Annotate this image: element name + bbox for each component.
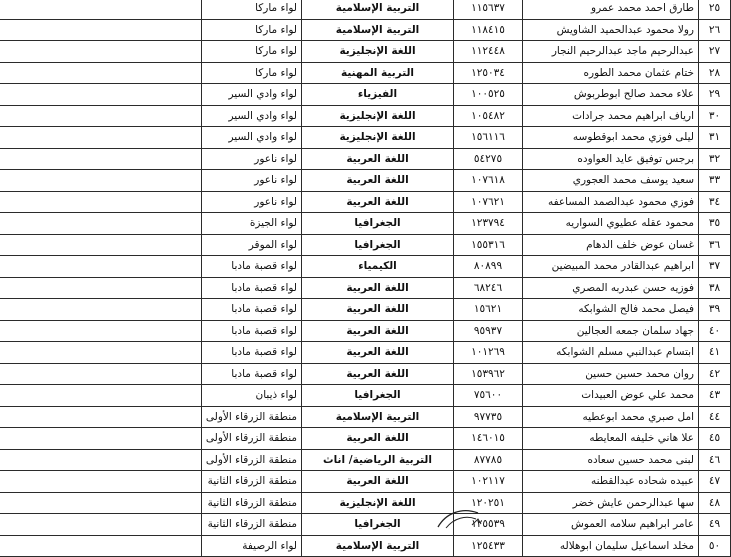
employee-id: ١٢٣٧٩٤ <box>454 213 523 235</box>
row-number: ٢٨ <box>699 62 731 84</box>
employee-id: ١٠٠٥٢٥ <box>454 84 523 106</box>
blank-cell <box>0 0 202 19</box>
employee-id: ١٥٥٣١٦ <box>454 234 523 256</box>
specialization: اللغة العربية <box>302 471 454 493</box>
row-number: ٤١ <box>699 342 731 364</box>
blank-cell <box>0 363 202 385</box>
directorate: لواء قصبة مادبا <box>202 320 302 342</box>
teacher-name: سها عبدالرحمن عايش خضر <box>523 492 699 514</box>
row-number: ٤٧ <box>699 471 731 493</box>
directorate: لواء وادي السير <box>202 105 302 127</box>
table-row <box>0 299 731 321</box>
directorate: لواء ناعور <box>202 148 302 170</box>
specialization: اللغة العربية <box>302 428 454 450</box>
employee-id: ١٠٧٦٢١ <box>454 191 523 213</box>
blank-cell <box>0 514 202 536</box>
directorate: لواء الموقر <box>202 234 302 256</box>
teacher-name: علا هاني خليفه المعايطه <box>523 428 699 450</box>
table-row <box>0 514 731 536</box>
specialization: الكيمياء <box>302 256 454 278</box>
blank-cell <box>0 19 202 41</box>
specialization: اللغة العربية <box>302 191 454 213</box>
table-row <box>0 19 731 41</box>
directorate: لواء ماركا <box>202 0 302 19</box>
teacher-name: فيصل محمد فالح الشوابكه <box>523 299 699 321</box>
employee-id: ١٥٦١١٦ <box>454 127 523 149</box>
employee-id: ١٠٧٦١٨ <box>454 170 523 192</box>
specialization: اللغة الإنجليزية <box>302 105 454 127</box>
employee-id: ١٠٢١١٧ <box>454 471 523 493</box>
specialization: اللغة العربية <box>302 277 454 299</box>
teacher-name: ختام عثمان محمد الطوره <box>523 62 699 84</box>
table-row <box>0 256 731 278</box>
employee-id: ١٢٠٢٥١ <box>454 492 523 514</box>
specialization: اللغة العربية <box>302 320 454 342</box>
teacher-name: لبنى محمد حسين سعاده <box>523 449 699 471</box>
table-row <box>0 320 731 342</box>
blank-cell <box>0 471 202 493</box>
row-number: ٣٦ <box>699 234 731 256</box>
directorate: منطقة الزرقاء الأولى <box>202 428 302 450</box>
teacher-name: جهاد سلمان جمعه العجالين <box>523 320 699 342</box>
row-number: ٣٩ <box>699 299 731 321</box>
specialization: التربية المهنية <box>302 62 454 84</box>
specialization: الجغرافيا <box>302 234 454 256</box>
row-number: ٤٨ <box>699 492 731 514</box>
employee-id: ٥٤٢٧٥ <box>454 148 523 170</box>
teacher-name: عبيده شحاده عبدالقطنه <box>523 471 699 493</box>
blank-cell <box>0 84 202 106</box>
employee-id: ١٤٦٠١٥ <box>454 428 523 450</box>
directorate: لواء ناعور <box>202 191 302 213</box>
directorate: لواء وادي السير <box>202 84 302 106</box>
teacher-name: اریاف ابراهيم محمد جرادات <box>523 105 699 127</box>
specialization: اللغة العربية <box>302 299 454 321</box>
directorate: منطقة الزرقاء الثانية <box>202 514 302 536</box>
table-row <box>0 471 731 493</box>
blank-cell <box>0 320 202 342</box>
teacher-name: رولا محمود عبدالحميد الشاويش <box>523 19 699 41</box>
specialization: اللغة العربية <box>302 170 454 192</box>
blank-cell <box>0 535 202 557</box>
table-row <box>0 342 731 364</box>
directorate: لواء وادي السير <box>202 127 302 149</box>
specialization: اللغة الإنجليزية <box>302 41 454 63</box>
row-number: ٥٠ <box>699 535 731 557</box>
table-row <box>0 428 731 450</box>
row-number: ٤٩ <box>699 514 731 536</box>
directorate: لواء ناعور <box>202 170 302 192</box>
teacher-name: ابراهيم عبدالقادر محمد المبيضين <box>523 256 699 278</box>
row-number: ٢٧ <box>699 41 731 63</box>
table-row <box>0 406 731 428</box>
table-row <box>0 234 731 256</box>
table-row <box>0 127 731 149</box>
table-row <box>0 170 731 192</box>
table-row <box>0 0 731 19</box>
teacher-name: عامر ابراهيم سلامه العموش <box>523 514 699 536</box>
table-row <box>0 535 731 557</box>
row-number: ٤٢ <box>699 363 731 385</box>
blank-cell <box>0 213 202 235</box>
employee-id: ٩٥٩٣٧ <box>454 320 523 342</box>
blank-cell <box>0 385 202 407</box>
teacher-name: امل صبري محمد ابوعطيه <box>523 406 699 428</box>
specialization: اللغة العربية <box>302 363 454 385</box>
blank-cell <box>0 256 202 278</box>
row-number: ٢٦ <box>699 19 731 41</box>
teacher-name: ليلى فوزي محمد ابوقطوسه <box>523 127 699 149</box>
table-row <box>0 385 731 407</box>
employee-id: ١٢٥٤٣٣ <box>454 535 523 557</box>
employee-id: ١١٥٦٣٧ <box>454 0 523 19</box>
teacher-name: فوزيه حسن عبدربه المصري <box>523 277 699 299</box>
employee-id: ١١٢٤٤٨ <box>454 41 523 63</box>
specialization: اللغة الإنجليزية <box>302 492 454 514</box>
blank-cell <box>0 105 202 127</box>
table-row <box>0 363 731 385</box>
row-number: ٤٣ <box>699 385 731 407</box>
employee-id: ٨٧٧٨٥ <box>454 449 523 471</box>
employee-id: ١٥٦٢١ <box>454 299 523 321</box>
directorate: لواء قصبة مادبا <box>202 299 302 321</box>
employee-id: ١٢٥٥٣٩ <box>454 514 523 536</box>
teacher-name: محمود عقله عطيوي السواريه <box>523 213 699 235</box>
blank-cell <box>0 62 202 84</box>
directorate: لواء قصبة مادبا <box>202 342 302 364</box>
directorate: لواء قصبة مادبا <box>202 363 302 385</box>
blank-cell <box>0 449 202 471</box>
row-number: ٣٥ <box>699 213 731 235</box>
table-row <box>0 84 731 106</box>
row-number: ٤٥ <box>699 428 731 450</box>
row-number: ٤٦ <box>699 449 731 471</box>
specialization: الجغرافيا <box>302 385 454 407</box>
directorate: لواء ماركا <box>202 41 302 63</box>
directorate: لواء ماركا <box>202 62 302 84</box>
specialization: التربية الإسلامية <box>302 0 454 19</box>
teacher-name: مخلد اسماعيل سليمان ابوهلاله <box>523 535 699 557</box>
teacher-name: عبدالرحيم ماجد عبدالرحيم النجار <box>523 41 699 63</box>
blank-cell <box>0 170 202 192</box>
table-row <box>0 191 731 213</box>
row-number: ٣٢ <box>699 148 731 170</box>
row-number: ٣١ <box>699 127 731 149</box>
row-number: ٣٣ <box>699 170 731 192</box>
employee-id: ١٠٥٤٨٢ <box>454 105 523 127</box>
blank-cell <box>0 406 202 428</box>
blank-cell <box>0 41 202 63</box>
teacher-name: سعيد يوسف محمد العجوري <box>523 170 699 192</box>
teacher-name: روان محمد حسين حسين <box>523 363 699 385</box>
specialization: اللغة الإنجليزية <box>302 127 454 149</box>
specialization: الفيزياء <box>302 84 454 106</box>
teacher-name: ابتسام عبدالنبي مسلم الشوابكه <box>523 342 699 364</box>
table-row <box>0 492 731 514</box>
row-number: ٣٠ <box>699 105 731 127</box>
specialization: الجغرافيا <box>302 514 454 536</box>
specialization: الجغرافيا <box>302 213 454 235</box>
employee-id: ١٢٥٠٣٤ <box>454 62 523 84</box>
blank-cell <box>0 127 202 149</box>
teacher-name: علاء محمد صالح ابوطربوش <box>523 84 699 106</box>
specialization: التربية الإسلامية <box>302 19 454 41</box>
directorate: لواء الجيزة <box>202 213 302 235</box>
directorate: منطقة الزرقاء الثانية <box>202 471 302 493</box>
employee-id: ٨٠٨٩٩ <box>454 256 523 278</box>
blank-cell <box>0 234 202 256</box>
table-row <box>0 277 731 299</box>
directorate: منطقة الزرقاء الأولى <box>202 449 302 471</box>
specialization: التربية الإسلامية <box>302 406 454 428</box>
directorate: منطقة الزرقاء الثانية <box>202 492 302 514</box>
employee-id: ٦٨٢٤٦ <box>454 277 523 299</box>
teacher-name: فوزي محمود عبدالصمد المساعفه <box>523 191 699 213</box>
table-row <box>0 62 731 84</box>
table-row <box>0 213 731 235</box>
row-number: ٣٤ <box>699 191 731 213</box>
teacher-name: محمد علي عوض العبيدات <box>523 385 699 407</box>
row-number: ٣٧ <box>699 256 731 278</box>
blank-cell <box>0 428 202 450</box>
directorate: لواء قصبة مادبا <box>202 256 302 278</box>
specialization: التربية الرياضية/ اناث <box>302 449 454 471</box>
employee-id: ٧٥٦٠٠ <box>454 385 523 407</box>
blank-cell <box>0 492 202 514</box>
row-number: ٣٨ <box>699 277 731 299</box>
blank-cell <box>0 148 202 170</box>
directorate: لواء ذيبان <box>202 385 302 407</box>
table-row <box>0 449 731 471</box>
teacher-name: برجس توفيق عايد العواوده <box>523 148 699 170</box>
row-number: ٤٠ <box>699 320 731 342</box>
blank-cell <box>0 191 202 213</box>
row-number: ٢٩ <box>699 84 731 106</box>
blank-cell <box>0 342 202 364</box>
employee-id: ١٥٣٩٦٢ <box>454 363 523 385</box>
row-number: ٢٥ <box>699 0 731 19</box>
directorate: لواء قصبة مادبا <box>202 277 302 299</box>
table-row <box>0 41 731 63</box>
employee-id: ١٠١٢٦٩ <box>454 342 523 364</box>
blank-cell <box>0 277 202 299</box>
specialization: التربية الإسلامية <box>302 535 454 557</box>
teacher-name: طارق احمد محمد عمرو <box>523 0 699 19</box>
table-row <box>0 148 731 170</box>
blank-cell <box>0 299 202 321</box>
table-row <box>0 105 731 127</box>
teacher-name: غسان عوض خلف الدهام <box>523 234 699 256</box>
specialization: اللغة العربية <box>302 148 454 170</box>
directorate: منطقة الزرقاء الأولى <box>202 406 302 428</box>
row-number: ٤٤ <box>699 406 731 428</box>
employee-id: ٩٧٧٣٥ <box>454 406 523 428</box>
directorate: لواء الرصيفة <box>202 535 302 557</box>
employee-id: ١١٨٤١٥ <box>454 19 523 41</box>
specialization: اللغة العربية <box>302 342 454 364</box>
directorate: لواء ماركا <box>202 19 302 41</box>
